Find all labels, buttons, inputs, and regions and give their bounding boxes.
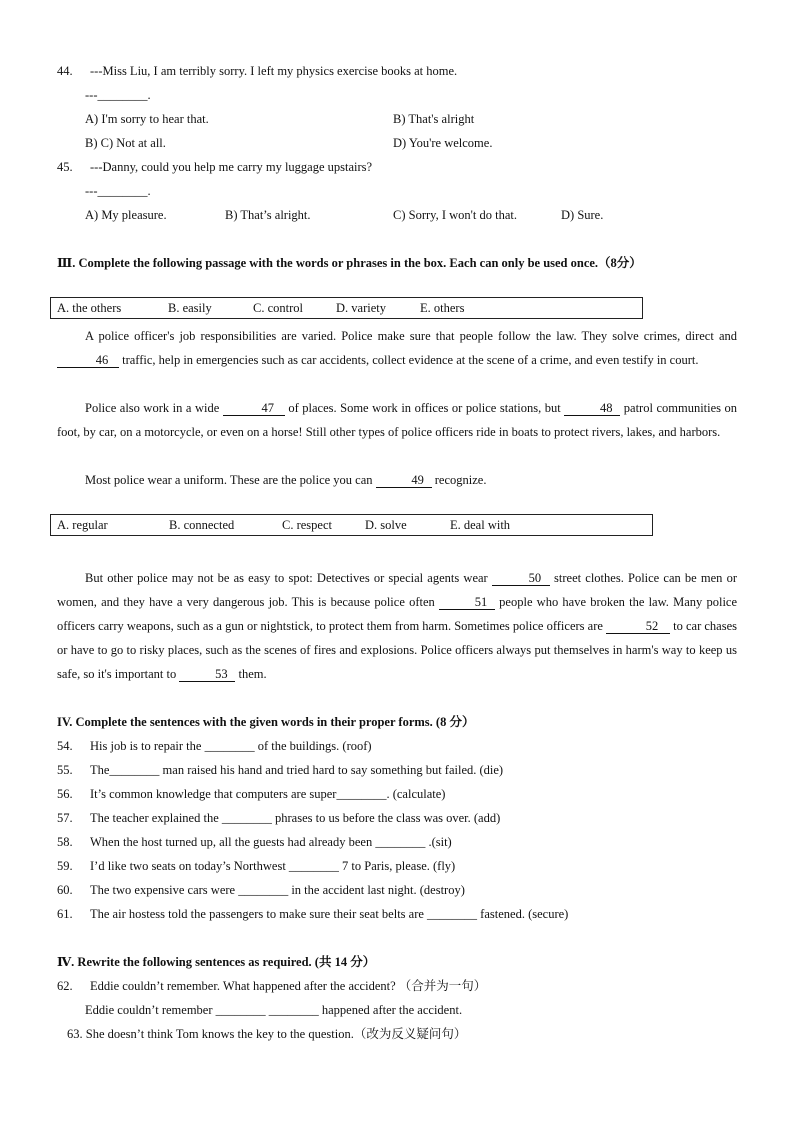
blank-52: 52 <box>606 620 670 634</box>
word-box-item: B. easily <box>168 301 212 315</box>
option-c: B) C) Not at all. <box>85 136 166 150</box>
option-a: A) I'm sorry to hear that. <box>85 112 209 126</box>
passage-paragraph-1: A police officer's job responsibilities are varied. Police make sure that people follow the law. They solve crimes, direct and 46 traffic, help in emergencies such as car accidents, collect evidence at the scene of a crime, and even testify in court. <box>57 324 737 372</box>
question-number: 56. <box>57 787 73 801</box>
section-4-heading: IV. Complete the sentences with the given words in their proper forms. (8 分） <box>57 715 475 729</box>
word-box-item: E. others <box>420 301 465 315</box>
passage-paragraph-4: But other police may not be as easy to spot: Detectives or special agents wear 50 street clothes. Police can be men or women, and they have a very dangerous job. This is because police often 51 people who have broken the law. Many police officers carry weapons, such as a gun or nightstick, to protect them from harm. Sometimes police officers are 52 to car chases or have to go to risky places, such as the scenes of fires and explosions. Police officers always put themselves in harm's way to keep us safe, so it's important to 53 them. <box>57 571 738 681</box>
blank-53: 53 <box>179 668 235 682</box>
word-box-item: A. the others <box>57 301 122 315</box>
question-number: 54. <box>57 739 73 753</box>
sentence-item <box>57 906 568 922</box>
word-box-item: D. solve <box>365 518 407 532</box>
passage-paragraph-3: Most police wear a uniform. These are the police you can 49 recognize. <box>85 473 487 487</box>
sentence-text: The________ man raised his hand and tried hard to say something but failed. (die) <box>90 763 504 777</box>
word-box-2 <box>50 514 653 536</box>
passage-paragraph-2: Police also work in a wide 47 of places. Some work in offices or police stations, but 48 patrol communities on foot, by car, on a motorcycle, or even on a horse! Still other types of police officers ride in boats to protect rivers, lakes, and harbors. <box>57 401 738 439</box>
sentence-text: I’d like two seats on today’s Northwest ________ 7 to Paris, please. (fly) <box>90 859 456 873</box>
answer-blank: ---________. <box>85 184 151 198</box>
sentence-text: When the host turned up, all the guests had already been ________ .(sit) <box>90 835 452 849</box>
sentence-item <box>57 762 503 778</box>
blank-47: 47 <box>223 402 285 416</box>
option-b: B) That's alright <box>393 112 475 126</box>
sentence-item <box>57 810 500 826</box>
word-box-item: A. regular <box>57 518 108 532</box>
option-b: B) That’s alright. <box>225 208 311 222</box>
sentence-text: The teacher explained the ________ phrases to us before the class was over. (add) <box>90 811 501 825</box>
question-number: 60. <box>57 883 73 897</box>
blank-48: 48 <box>564 402 620 416</box>
question-number: 61. <box>57 907 73 921</box>
word-box-item: B. connected <box>169 518 235 532</box>
question-prompt: ---Miss Liu, I am terribly sorry. I left my physics exercise books at home. <box>90 64 458 78</box>
rewrite-item-62 <box>57 978 486 994</box>
question-number: 55. <box>57 763 73 777</box>
question-number: 44. <box>57 64 73 78</box>
blank-51: 51 <box>439 596 495 610</box>
sentence-item <box>57 738 372 754</box>
question-prompt: ---Danny, could you help me carry my luggage upstairs? <box>90 160 373 174</box>
question-number: 57. <box>57 811 73 825</box>
question-number: 62. <box>57 979 73 993</box>
sentence-item <box>57 834 452 850</box>
sentence-text: The air hostess told the passengers to make sure their seat belts are ________ fastened. (secure) <box>90 907 569 921</box>
sentence-item <box>57 786 445 802</box>
word-box-item: C. respect <box>282 518 332 532</box>
sentence-text: Eddie couldn’t remember. What happened after the accident? （合并为一句） <box>90 979 487 993</box>
question-number: 58. <box>57 835 73 849</box>
sentence-item <box>57 858 455 874</box>
sentence-item <box>57 882 465 898</box>
section-3-heading: Ⅲ. Complete the following passage with the words or phrases in the box. Each can only be used once.（8分） <box>57 256 642 270</box>
option-d: D) Sure. <box>561 208 604 222</box>
answer-blank: ---________. <box>85 88 151 102</box>
rewrite-item-63: 63. She doesn’t think Tom knows the key to the question.（改为反义疑问句） <box>67 1027 467 1041</box>
option-c: C) Sorry, I won't do that. <box>393 208 517 222</box>
section-5-heading: Ⅳ. Rewrite the following sentences as required. (共 14 分） <box>57 955 376 969</box>
word-box-item: E. deal with <box>450 518 511 532</box>
question-44 <box>57 63 457 79</box>
word-box-item: D. variety <box>336 301 386 315</box>
question-number: 59. <box>57 859 73 873</box>
option-d: D) You're welcome. <box>393 136 493 150</box>
sentence-text: The two expensive cars were ________ in the accident last night. (destroy) <box>90 883 465 897</box>
sentence-text: It’s common knowledge that computers are super________. (calculate) <box>90 787 446 801</box>
option-a: A) My pleasure. <box>85 208 167 222</box>
blank-46: 46 <box>57 354 119 368</box>
word-box-1 <box>50 297 643 319</box>
sentence-text: His job is to repair the ________ of the buildings. (roof) <box>90 739 372 753</box>
rewrite-answer-62: Eddie couldn’t remember ________ ________ happened after the accident. <box>85 1003 463 1017</box>
word-box-item: C. control <box>253 301 303 315</box>
question-number: 45. <box>57 160 73 174</box>
blank-49: 49 <box>376 474 432 488</box>
question-45 <box>57 159 372 175</box>
blank-50: 50 <box>492 572 550 586</box>
